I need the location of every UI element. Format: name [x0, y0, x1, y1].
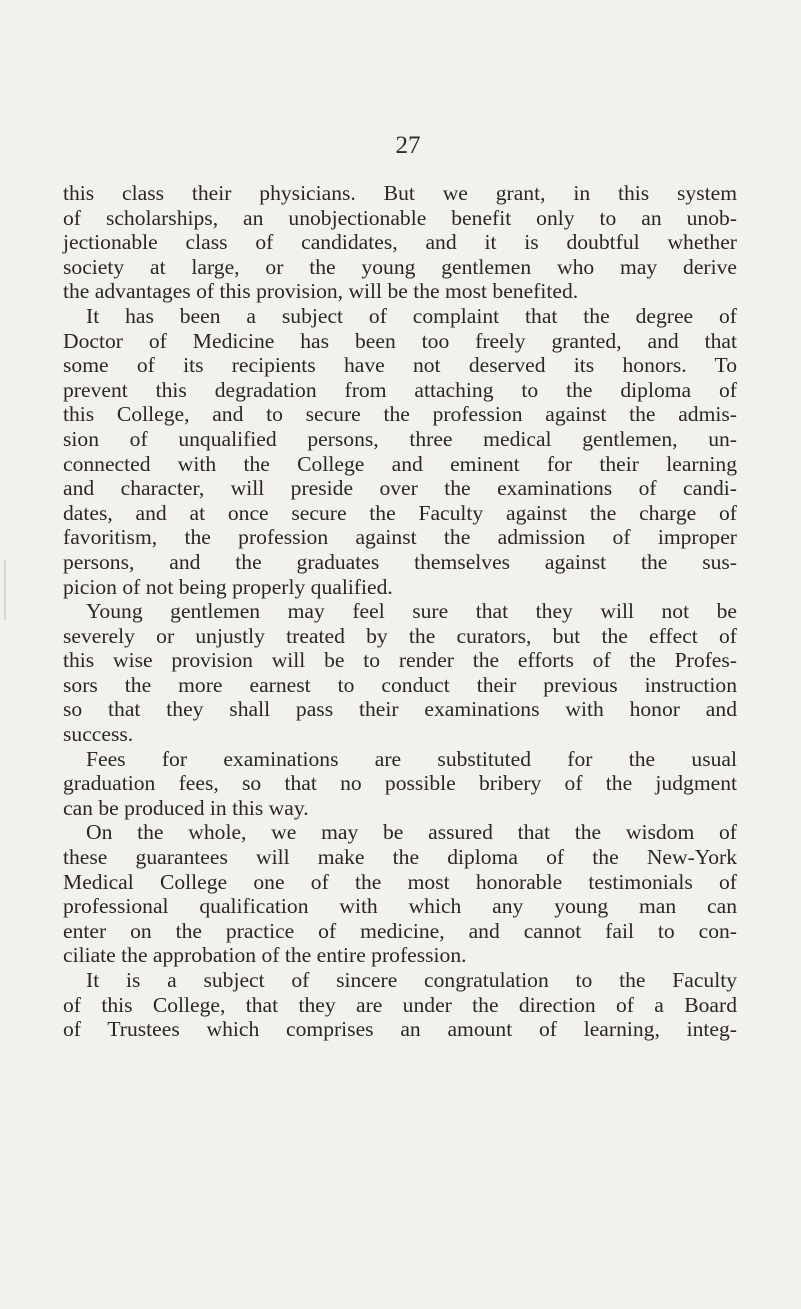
text-line: society at large, or the young gentlemen who may derive [63, 254, 737, 279]
text-line: enter on the practice of medicine, and cannot fail to con- [63, 918, 737, 943]
text-line: jectionable class of candidates, and it is doubtful whether [63, 230, 737, 255]
text-line: connected with the College and eminent for their learning [63, 451, 737, 476]
text-line: this class their physicians. But we grant, in this system [63, 181, 737, 205]
text-line: the advantages of this provision, will be the most benefited. [63, 279, 579, 304]
text-line: success. [63, 722, 134, 747]
text-line: persons, and the graduates themselves against the sus- [63, 549, 737, 574]
text-line: graduation fees, so that no possible bribery of the judgment [63, 771, 737, 796]
text-line: On the whole, we may be assured that the wisdom of [86, 820, 737, 845]
page-number: 27 [395, 132, 421, 159]
text-line: sors the more earnest to conduct their previous instruction [63, 672, 737, 697]
text-line: of this College, that they are under the direction of a Board [63, 992, 737, 1017]
body-text [63, 181, 737, 1042]
text-line: of scholarships, an unobjectionable benefit only to an unob- [63, 205, 737, 230]
text-line: picion of not being properly qualified. [63, 574, 393, 599]
text-line: Doctor of Medicine has been too freely granted, and that [63, 328, 737, 353]
text-line: Young gentlemen may feel sure that they will not be [86, 599, 737, 624]
text-line: It has been a subject of complaint that the degree of [86, 303, 737, 328]
text-line: severely or unjustly treated by the curators, but the effect of [63, 623, 737, 648]
text-line: favoritism, the profession against the admission of improper [63, 525, 737, 550]
text-line: Medical College one of the most honorable testimonials of [63, 869, 737, 894]
text-line: so that they shall pass their examinations with honor and [63, 697, 737, 722]
text-line: sion of unqualified persons, three medical gentlemen, un- [63, 426, 737, 451]
page-edge-mark [4, 560, 6, 620]
text-line: It is a subject of sincere congratulation to the Faculty [86, 968, 737, 992]
text-line: of Trustees which comprises an amount of learning, integ- [63, 1017, 737, 1042]
text-line: professional qualification with which any young man can [63, 894, 737, 919]
text-line: can be produced in this way. [63, 795, 309, 820]
text-line: these guarantees will make the diploma of the New-York [63, 845, 737, 870]
text-line: ciliate the approbation of the entire profession. [63, 943, 467, 968]
text-line: prevent this degradation from attaching to the diploma of [63, 377, 737, 402]
text-line: this wise provision will be to render the efforts of the Profes- [63, 648, 737, 673]
text-line: dates, and at once secure the Faculty against the charge of [63, 500, 737, 525]
text-line: and character, will preside over the examinations of candi- [63, 476, 737, 501]
text-line: Fees for examinations are substituted for the usual [86, 746, 737, 771]
text-line: this College, and to secure the profession against the admis- [63, 402, 737, 427]
text-line: some of its recipients have not deserved its honors. To [63, 353, 737, 378]
